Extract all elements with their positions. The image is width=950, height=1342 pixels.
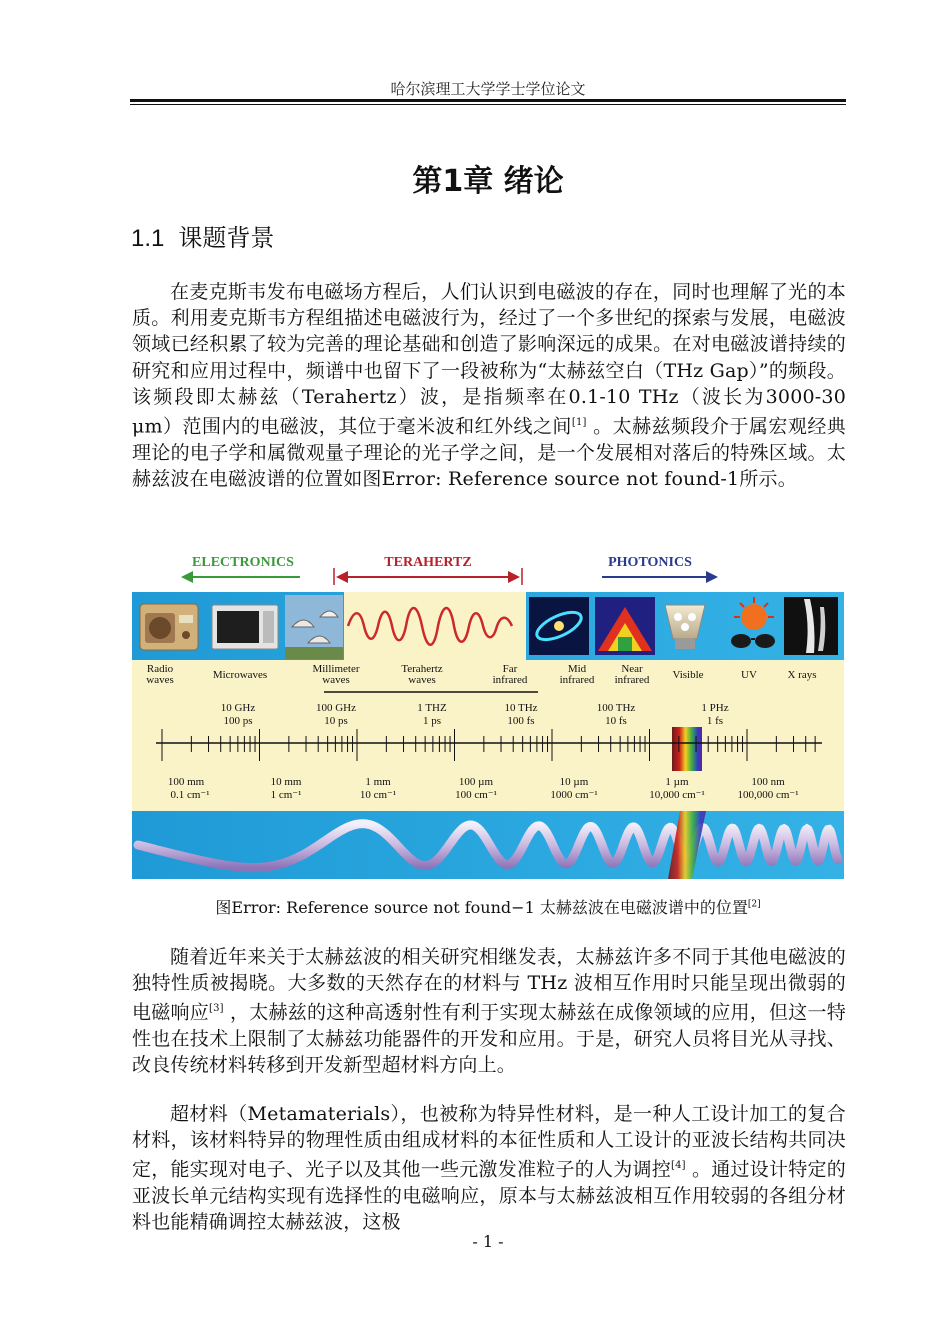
wavelength-label: 100 mm — [167, 776, 205, 788]
freq-label: 100 THz — [596, 702, 636, 714]
section-heading — [131, 218, 274, 253]
header-rule-thick — [130, 99, 846, 102]
paragraph-text: ，太赫兹的这种高透射性有利于实现太赫兹在成像领域的应用，但这一特性也在技术上限制了太赫兹功能器件的开发和应用。于是，研究人员将目光从寻找、改良传统材料转移到开发新型超材料方向上。 — [132, 1001, 846, 1077]
wavenumber-label: 10,000 cm⁻¹ — [649, 789, 705, 801]
freq-label: 1 PHz — [701, 702, 729, 714]
citation-ref[interactable]: [3] — [209, 1003, 224, 1015]
wavenumber-label: 100 cm⁻¹ — [455, 789, 497, 801]
galaxy-icon — [529, 597, 589, 655]
section-title-text: 课题背景 — [178, 224, 275, 252]
header-rule-thin — [130, 104, 846, 105]
freq-label: 1 THZ — [417, 702, 447, 714]
paragraph-text: 。通过设计特定的亚波长单元结构实现有选择性的电磁响应，原本与太赫兹波相互作用较弱的各组分材料也能精确调控太赫兹波，这极 — [132, 1158, 847, 1234]
wavenumber-label: 1000 cm⁻¹ — [550, 789, 598, 801]
wavelength-label: 1 µm — [665, 776, 689, 788]
band-label-mid-ir-1: Mid — [567, 663, 587, 675]
spectrum-diagram — [132, 547, 844, 879]
band-label-mid-ir-2: infrared — [559, 674, 595, 686]
freq-label: 100 GHz — [315, 702, 357, 714]
terahertz-wave-icon — [344, 592, 526, 660]
band-label-millimeter-2: waves — [322, 674, 350, 686]
period-label: 1 ps — [422, 715, 442, 727]
wavelength-label: 100 µm — [458, 776, 494, 788]
radio-icon — [140, 604, 198, 650]
paragraph-text: 。太赫兹频段介于属宏观经典理论的电子学和属微观量子理论的光子学之间，是一个发展相对落后的特殊区域。太赫兹波在电磁波谱的位置如图Error: Reference source not found-1所示。 — [132, 415, 846, 490]
band-label-xrays: X rays — [787, 669, 817, 681]
band-label-far-ir-2: infrared — [492, 674, 528, 686]
paragraph-2 — [132, 944, 846, 1078]
x-ray-icon — [784, 597, 838, 655]
band-label-terahertz-1: Terahertz — [401, 663, 443, 675]
band-label-microwaves: Microwaves — [212, 669, 268, 681]
freq-label: 10 GHz — [220, 702, 256, 714]
period-label: 1 fs — [706, 715, 724, 727]
running-header: 哈尔滨理工大学学士学位论文 — [390, 80, 586, 98]
radio-telescope-icon — [285, 595, 343, 659]
wavelength-label: 10 µm — [559, 776, 589, 788]
paragraph-text: 在麦克斯韦发布电磁场方程后，人们认识到电磁波的存在，同时也理解了光的本质。利用麦克斯韦方程组描述电磁波行为，经过了一个多世纪的探索与发展，电磁波领域已经积累了较为完善的理论基础和创造了影响深远的成果。在对电磁波谱持续的研究和应用过程中，频谱中也留下了一段被称为“太赫兹空白（THz Gap）”的频段。该频段即太赫兹（Terahertz）波，是指频率在0.1-10 THz（波长为3000-30 μm）范围内的电磁波，其位于毫米波和红外线之间 — [132, 281, 846, 438]
band-label-near-ir-1: Near — [621, 663, 643, 675]
period-label: 100 fs — [507, 715, 535, 727]
visible-band-marker — [672, 727, 702, 771]
electronics-label: ELECTRONICS — [192, 555, 294, 570]
paragraph-3 — [132, 1101, 846, 1235]
wavelength-label: 10 mm — [270, 776, 302, 788]
wavelength-label: 1 mm — [365, 776, 391, 788]
page-number: - 1 - — [472, 1232, 504, 1251]
thermal-image-icon — [595, 597, 655, 655]
paragraph-text: 随着近年来关于太赫兹波的相关研究相继发表，太赫兹许多不同于其他电磁波的独特性质被揭晓。大多数的天然存在的材料与 THz 波相互作用时只能呈现出微弱的电磁响应 — [132, 946, 846, 1024]
caption-text: 图Error: Reference source not found−1 太赫兹波在电磁波谱中的位置 — [215, 898, 748, 917]
wavelength-label: 100 nm — [751, 776, 785, 788]
photonics-label: PHOTONICS — [608, 555, 692, 570]
band-label-terahertz-2: waves — [408, 674, 436, 686]
period-label: 10 ps — [324, 715, 348, 727]
band-label-radio-1: Radio — [146, 663, 174, 675]
section-number: 1.1 — [131, 225, 165, 252]
terahertz-label: TERAHERTZ — [384, 555, 472, 570]
microwave-oven-icon — [212, 605, 278, 649]
paragraph-text: 超材料（Metamaterials），也被称为特异性材料，是一种人工设计加工的复合材料，该材料特异的物理性质由组成材料的本征性质和人工设计的亚波长结构共同决定，能实现对电子、光子以及其他一些元激发准粒子的人为调控 — [132, 1103, 846, 1181]
band-label-radio-2: waves — [146, 674, 174, 686]
band-label-uv: UV — [741, 669, 757, 681]
band-label-far-ir-1: Far — [502, 663, 518, 675]
band-label-near-ir-2: infrared — [614, 674, 650, 686]
band-label-visible: Visible — [672, 669, 704, 681]
paragraph-1 — [132, 279, 846, 492]
period-label: 10 fs — [605, 715, 627, 727]
freq-label: 10 THz — [504, 702, 538, 714]
citation-ref[interactable]: [2] — [747, 899, 761, 910]
wavenumber-label: 1 cm⁻¹ — [270, 789, 302, 801]
wavenumber-label: 10 cm⁻¹ — [359, 789, 397, 801]
figure-caption — [132, 895, 844, 918]
citation-ref[interactable]: [1] — [571, 417, 587, 429]
spectrum-figure — [132, 547, 844, 879]
chapter-title: 第1章 绪论 — [412, 164, 564, 199]
wavenumber-label: 100,000 cm⁻¹ — [737, 789, 799, 801]
citation-ref[interactable]: [4] — [671, 1160, 686, 1172]
band-label-millimeter-1: Millimeter — [312, 663, 360, 675]
period-label: 100 ps — [223, 715, 253, 727]
wavenumber-label: 0.1 cm⁻¹ — [170, 789, 210, 801]
